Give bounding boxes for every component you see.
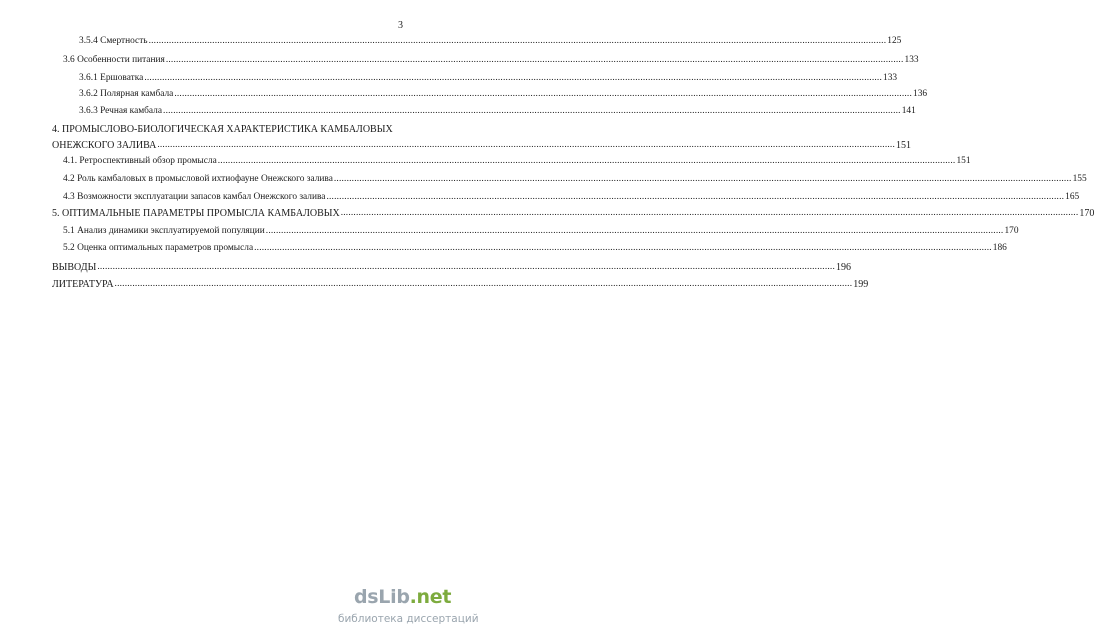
toc-entry-label: 4.3 Возможности эксплуатации запасов камбал Онежского залива	[63, 192, 326, 202]
toc-entry-4-1	[63, 156, 971, 167]
toc-entry-label: 4. ПРОМЫСЛОВО-БИОЛОГИЧЕСКАЯ ХАРАКТЕРИСТИКА КАМБАЛОВЫХ	[52, 124, 393, 135]
toc-entry-3-5-4	[79, 36, 902, 47]
toc-entry-chapter-5	[52, 208, 1094, 219]
toc-entry-page: 155	[1072, 174, 1087, 184]
toc-leader-dots	[341, 208, 1079, 219]
toc-entry-3-6-2	[79, 89, 928, 100]
toc-entry-3-6-3	[79, 106, 916, 117]
toc-entry-conclusions	[52, 262, 852, 273]
toc-entry-page: 151	[956, 156, 971, 166]
toc-entry-4-3	[63, 192, 1080, 203]
toc-entry-page: 136	[913, 89, 928, 99]
logo-text-domain: .net	[409, 586, 452, 608]
dslib-logo	[354, 586, 451, 608]
toc-entry-page: 170	[1079, 208, 1094, 219]
toc-entry-label: 3.6.1 Ершоватка	[79, 73, 144, 83]
toc-leader-dots	[334, 174, 1072, 185]
toc-entry-label: 3.5.4 Смертность	[79, 36, 148, 46]
toc-entry-label: 4.2 Роль камбаловых в промысловой ихтиофауне Онежского залива	[63, 174, 333, 184]
toc-entry-label: 3.6.2 Полярная камбала	[79, 89, 174, 99]
toc-entry-chapter-4-line1	[52, 124, 397, 135]
toc-entry-literature	[52, 279, 869, 290]
toc-entry-label: 3.6.3 Речная камбала	[79, 106, 163, 116]
toc-entry-label: ВЫВОДЫ	[52, 262, 97, 273]
toc-leader-dots	[115, 279, 853, 290]
toc-entry-page: 165	[1065, 192, 1080, 202]
toc-entry-label: 5.2 Оценка оптимальных параметров промысла	[63, 243, 254, 253]
toc-leader-dots	[174, 89, 912, 100]
toc-leader-dots	[97, 262, 835, 273]
toc-entry-page: 125	[887, 36, 902, 46]
logo-text-main: dsLib	[354, 586, 410, 608]
toc-entry-label: ОНЕЖСКОГО ЗАЛИВА	[52, 140, 157, 151]
toc-leader-dots	[218, 156, 956, 167]
toc-entry-page: 170	[1004, 226, 1019, 236]
dslib-watermark	[338, 586, 479, 628]
toc-entry-page: 133	[883, 73, 898, 83]
toc-leader-dots	[144, 73, 882, 84]
toc-entry-4-2	[63, 174, 1087, 185]
toc-entry-3-6	[63, 55, 919, 66]
toc-entry-label: 4.1. Ретроспективный обзор промысла	[63, 156, 217, 166]
toc-leader-dots	[266, 226, 1004, 237]
toc-entry-label: 3.6 Особенности питания	[63, 55, 165, 65]
toc-entry-page: 196	[836, 262, 852, 273]
toc-entry-label: 5. ОПТИМАЛЬНЫЕ ПАРАМЕТРЫ ПРОМЫСЛА КАМБАЛОВЫХ	[52, 208, 340, 219]
toc-leader-dots	[149, 36, 887, 47]
toc-entry-chapter-4	[52, 140, 912, 151]
toc-entry-page: 141	[901, 106, 916, 116]
toc-entry-page: 151	[896, 140, 912, 151]
toc-entry-page: 133	[904, 55, 919, 65]
page-number: 3	[398, 20, 403, 31]
toc-leader-dots	[166, 55, 904, 66]
toc-leader-dots	[157, 140, 895, 151]
toc-entry-5-2	[63, 243, 1007, 254]
toc-entry-page: 199	[853, 279, 869, 290]
toc-leader-dots	[326, 192, 1064, 203]
watermark-subtitle: библиотека диссертаций	[338, 613, 479, 625]
toc-entry-page: 186	[992, 243, 1007, 253]
toc-entry-label: ЛИТЕРАТУРА	[52, 279, 114, 290]
toc-entry-3-6-1	[79, 73, 898, 84]
toc-leader-dots	[163, 106, 901, 117]
toc-leader-dots	[254, 243, 992, 254]
toc-entry-5-1	[63, 226, 1019, 237]
toc-entry-label: 5.1 Анализ динамики эксплуатируемой популяции	[63, 226, 265, 236]
